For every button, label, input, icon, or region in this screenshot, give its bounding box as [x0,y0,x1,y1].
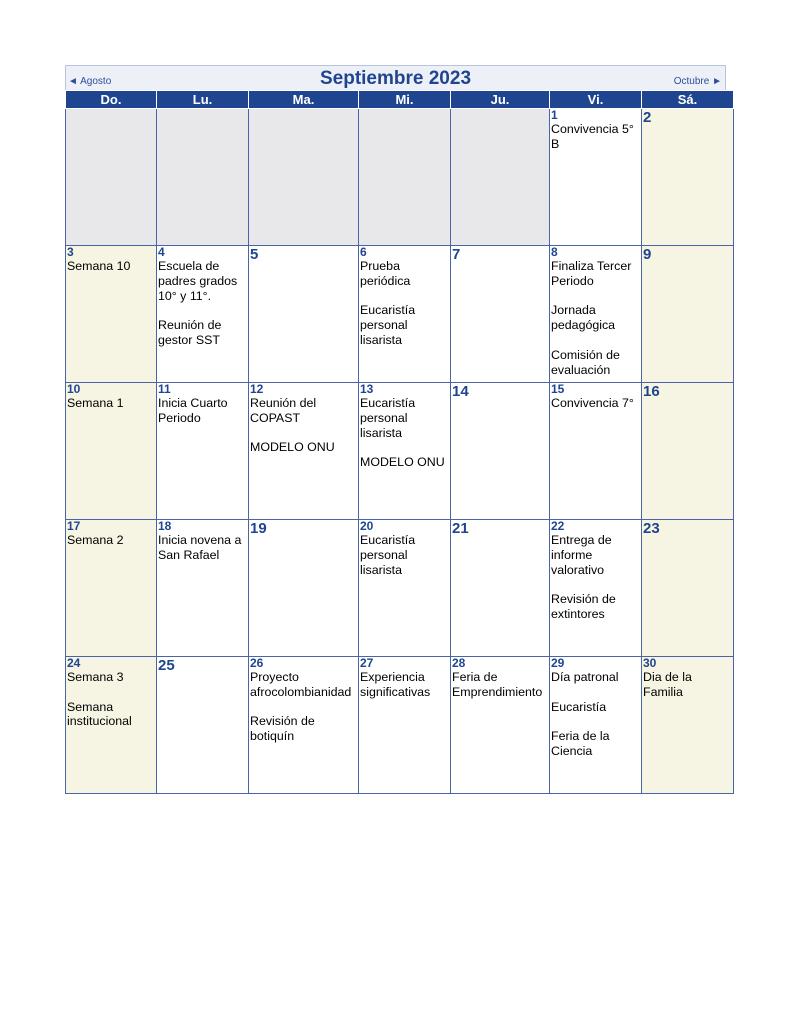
day-cell[interactable] [66,520,157,657]
day-events: Convivencia 7° [551,396,634,410]
day-cell[interactable] [249,109,359,246]
day-cell[interactable] [359,520,451,657]
day-number: 10 [67,382,81,396]
day-number: 26 [250,656,264,670]
day-cell[interactable] [66,383,157,520]
day-cell[interactable] [249,520,359,657]
day-events: Inicia Cuarto Periodo [158,396,228,425]
weekday-saturday: Sá. [642,91,734,109]
day-cell[interactable] [550,520,642,657]
day-cell[interactable] [550,383,642,520]
weekday-thursday: Ju. [451,91,550,109]
day-events: Experiencia significativas [360,670,431,699]
day-cell[interactable] [451,657,550,794]
day-cell[interactable] [66,246,157,383]
day-number: 17 [67,519,81,533]
day-events: Eucaristía personal lisarista [360,533,416,577]
day-number: 7 [452,246,461,263]
calendar-title-bar [65,65,726,90]
day-events: Proyecto afrocolombianidad Revisión de botiquín [250,670,352,744]
day-events: Semana 2 [67,533,124,547]
day-cell[interactable] [642,657,734,794]
day-number: 15 [551,382,565,396]
day-events: Dia de la Familia [643,670,692,699]
day-number: 25 [158,657,175,674]
day-number: 18 [158,519,172,533]
day-number: 1 [551,108,558,122]
day-cell[interactable] [66,109,157,246]
week-row [66,383,734,520]
day-cell[interactable] [157,109,249,246]
day-events: Reunión del COPAST MODELO ONU [250,396,335,455]
day-number: 16 [643,383,660,400]
day-cell[interactable] [451,383,550,520]
day-events: Semana 1 [67,396,124,410]
day-cell[interactable] [550,109,642,246]
day-number: 14 [452,383,469,400]
day-cell[interactable] [359,109,451,246]
day-cell[interactable] [157,383,249,520]
day-number: 6 [360,245,367,259]
week-row [66,657,734,794]
day-number: 21 [452,520,469,537]
day-cell[interactable] [642,246,734,383]
day-events: Finaliza Tercer Periodo Jornada pedagógica Comisión de evaluación [551,259,632,377]
day-number: 9 [643,246,652,263]
day-events: Escuela de padres grados 10° y 11°. Reunión de gestor SST [158,259,238,347]
day-number: 28 [452,656,466,670]
calendar-grid [65,90,734,794]
day-cell[interactable] [642,109,734,246]
day-number: 29 [551,656,565,670]
weekday-sunday: Do. [66,91,157,109]
day-number: 5 [250,246,259,263]
day-cell[interactable] [66,657,157,794]
calendar [65,65,726,794]
weekday-friday: Vi. [550,91,642,109]
day-cell[interactable] [642,520,734,657]
day-cell[interactable] [249,246,359,383]
day-events: Semana 3 Semana institucional [67,670,132,729]
day-cell[interactable] [157,657,249,794]
day-number: 4 [158,245,165,259]
weekday-tuesday: Ma. [249,91,359,109]
day-events: Convivencia 5° B [551,122,634,151]
day-number: 23 [643,520,660,537]
day-number: 2 [643,109,652,126]
day-number: 13 [360,382,374,396]
day-events: Inicia novena a San Rafael [158,533,242,562]
calendar-body [66,109,734,794]
day-events: Semana 10 [67,259,131,273]
day-events: Prueba periódica Eucaristía personal lisarista [360,259,416,347]
day-number: 3 [67,245,74,259]
day-number: 20 [360,519,374,533]
day-cell[interactable] [157,520,249,657]
day-cell[interactable] [157,246,249,383]
day-events: Día patronal Eucaristía Feria de la Ciencia [551,670,619,758]
weekday-wednesday: Mi. [359,91,451,109]
day-cell[interactable] [550,657,642,794]
day-cell[interactable] [359,383,451,520]
day-cell[interactable] [359,657,451,794]
day-cell[interactable] [451,520,550,657]
day-number: 11 [158,382,171,396]
day-number: 27 [360,656,374,670]
next-month-link[interactable]: Octubre ► [673,76,722,87]
day-cell[interactable] [451,109,550,246]
day-cell[interactable] [249,657,359,794]
day-number: 30 [643,656,657,670]
day-number: 12 [250,382,264,396]
day-events: Eucaristía personal lisarista MODELO ONU [360,396,445,470]
week-row [66,246,734,383]
day-cell[interactable] [550,246,642,383]
weekday-header-row [66,91,734,109]
week-row [66,109,734,246]
day-number: 24 [67,656,81,670]
day-cell[interactable] [359,246,451,383]
day-events: Entrega de informe valorativo Revisión de extintores [551,533,616,621]
prev-month-link[interactable]: ◄ Agosto [68,76,112,87]
day-cell[interactable] [451,246,550,383]
day-number: 22 [551,519,565,533]
day-number: 19 [250,520,267,537]
day-number: 8 [551,245,558,259]
day-cell[interactable] [642,383,734,520]
day-cell[interactable] [249,383,359,520]
week-row [66,520,734,657]
weekday-monday: Lu. [157,91,249,109]
day-events: Feria de Emprendimiento [452,670,543,699]
month-title: Septiembre 2023 [319,68,472,89]
